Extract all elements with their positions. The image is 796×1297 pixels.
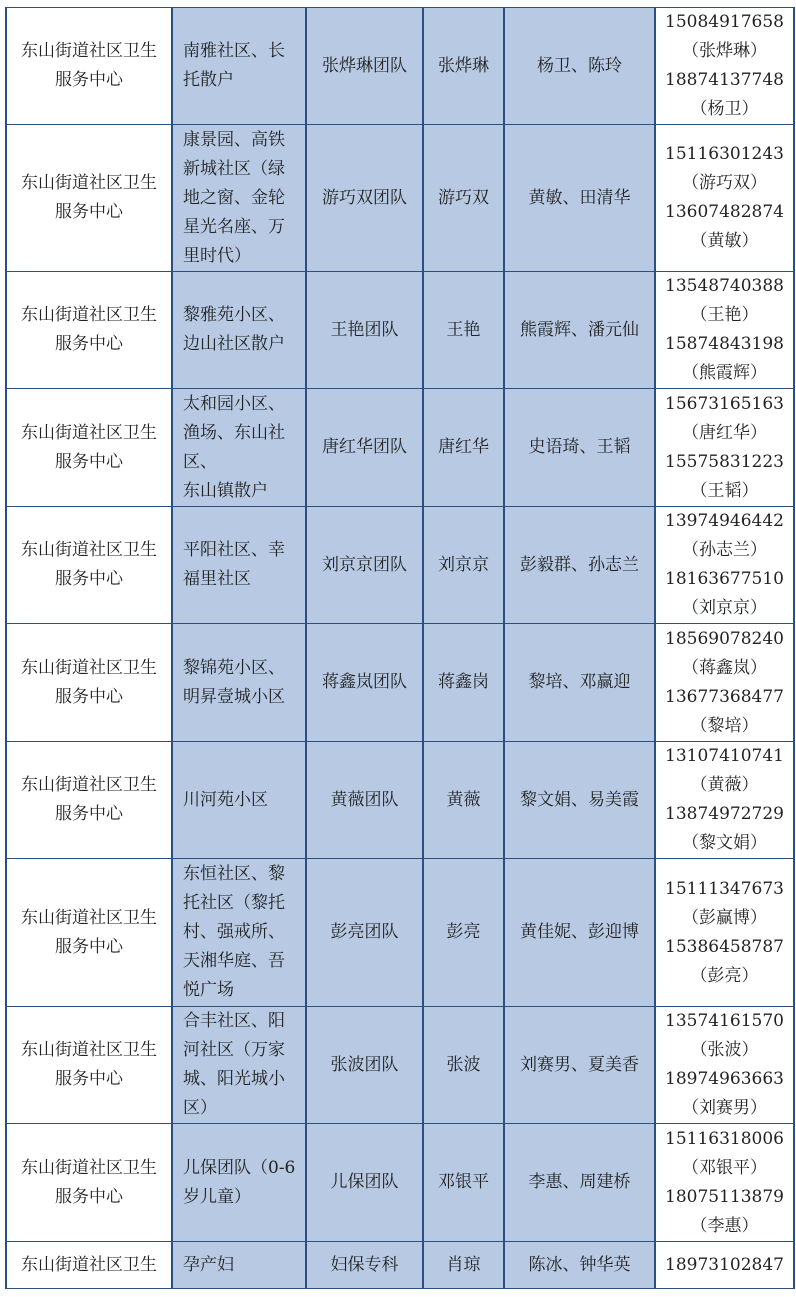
service-area-cell [172,8,306,125]
contact-phone-cell-line: 15874843198 [665,334,784,354]
team-members-cell: 黄佳妮、彭迎博 [504,859,655,1007]
center-cell [6,742,172,859]
team-leader-cell: 唐红华 [423,389,504,507]
team-members-cell: 黎文娟、易美霞 [504,742,655,859]
service-area-cell [172,1242,306,1289]
table-row [6,272,794,389]
service-area-cell-line: 星光名座、万 [183,216,285,237]
contact-phone-cell-line: 13548740388 [665,276,784,296]
service-area-cell-line: 黎锦苑小区、 [183,657,285,678]
contact-phone-cell-line: （刘京京） [682,598,767,618]
team-leader-cell: 蒋鑫岗 [423,624,504,742]
contact-phone-cell [655,1007,794,1124]
contact-phone-cell-line: （黎培） [690,715,759,736]
contact-phone-cell-line: 18874137748 [665,70,784,90]
service-area-cell-line: 东山镇散户 [183,480,268,501]
center-cell-line: 服务中心 [55,569,123,589]
service-area-cell-line: 合丰社区、阳 [183,1011,285,1031]
team-name-cell: 黄薇团队 [306,742,423,859]
team-roster-table [5,7,795,1289]
team-name-cell: 彭亮团队 [306,859,423,1007]
service-area-cell-line: 福里社区 [183,569,251,589]
contact-phone-cell-line: （黄敏） [690,231,759,251]
service-area-cell-line: 岁儿童） [183,1186,251,1207]
center-cell-line: 服务中心 [55,70,123,90]
center-cell-line: 服务中心 [55,936,123,957]
contact-phone-cell [655,859,794,1007]
contact-phone-cell [655,742,794,859]
center-cell-line: 东山街道社区卫生 [21,775,157,795]
team-leader-cell: 彭亮 [423,859,504,1007]
center-cell [6,859,172,1007]
contact-phone-cell-line: 18974963663 [665,1069,784,1089]
service-area-cell-line: 天湘华庭、吾 [183,951,285,971]
service-area-cell-line: 康景园、高铁 [183,129,285,150]
team-name-cell: 蒋鑫岚团队 [306,624,423,742]
center-cell-line: 服务中心 [55,1069,123,1089]
contact-phone-cell-line: （杨卫） [690,99,759,119]
service-area-cell-line: 边山社区散户 [183,334,285,354]
contact-phone-cell-line: （唐红华） [682,422,767,443]
service-area-cell-line: 黎雅苑小区、 [183,305,285,325]
center-cell [6,272,172,389]
team-members-cell: 陈冰、钟华英 [504,1242,655,1289]
service-area-cell [172,1124,306,1242]
contact-phone-cell-line: 15116318006 [665,1128,784,1149]
team-leader-cell: 王艳 [423,272,504,389]
team-leader-cell: 黄薇 [423,742,504,859]
center-cell [6,125,172,272]
center-cell [6,507,172,624]
table-row [6,125,794,272]
contact-phone-cell-line: （张烨琳） [682,41,767,61]
service-area-cell [172,624,306,742]
contact-phone-cell-line: 13574161570 [665,1011,784,1031]
contact-phone-cell [655,389,794,507]
service-area-cell [172,507,306,624]
team-name-cell: 王艳团队 [306,272,423,389]
service-area-cell-line: 南雅社区、长 [183,41,285,61]
service-area-cell [172,859,306,1007]
center-cell-line: 东山街道社区卫生 [21,657,157,678]
table-row [6,8,794,125]
table-row [6,859,794,1007]
contact-phone-cell [655,1124,794,1242]
table-row [6,742,794,859]
contact-phone-cell-line: （黎文娟） [682,833,767,853]
center-cell [6,1242,172,1289]
table-row [6,1007,794,1124]
contact-phone-cell-line: （孙志兰） [682,540,767,560]
contact-phone-cell-line: （邓银平） [682,1157,767,1178]
team-members-cell: 史语琦、王韬 [504,389,655,507]
contact-phone-cell-line: 15111347673 [665,878,784,899]
team-members-cell: 杨卫、陈玲 [504,8,655,125]
service-area-cell-line: 里时代） [183,245,251,266]
contact-phone-cell-line: 13607482874 [665,202,784,222]
table-row [6,507,794,624]
contact-phone-cell-line: 15386458787 [665,936,784,957]
team-name-cell: 妇保专科 [306,1242,423,1289]
service-area-cell [172,1007,306,1124]
center-cell [6,8,172,125]
table-row [6,624,794,742]
team-leader-cell: 张烨琳 [423,8,504,125]
center-cell-line: 服务中心 [55,804,123,824]
team-name-cell: 张烨琳团队 [306,8,423,125]
contact-phone-cell-line: 18569078240 [665,628,784,649]
service-area-cell-line: 新城社区（绿 [183,158,285,179]
center-cell-line: 东山街道社区卫生 [21,41,157,61]
contact-phone-cell-line: 15084917658 [665,12,784,32]
contact-phone-cell-line: （张波） [690,1040,759,1060]
service-area-cell-line: 地之窗、金轮 [183,187,285,208]
contact-phone-cell-line: 18075113879 [665,1186,784,1207]
service-area-cell-line: 平阳社区、幸 [183,540,285,560]
team-name-cell: 儿保团队 [306,1124,423,1242]
center-cell-line: 服务中心 [55,686,123,707]
team-members-cell: 黄敏、田清华 [504,125,655,272]
service-area-cell-line: 儿保团队（0-6 [183,1157,296,1178]
center-cell-line: 东山街道社区卫生 [21,1254,157,1275]
service-area-cell-line: 川河苑小区 [183,789,268,810]
table-row [6,389,794,507]
contact-phone-cell [655,624,794,742]
center-cell [6,389,172,507]
service-area-cell-line: 托社区（黎托 [183,893,285,913]
contact-phone-cell-line: （彭赢博） [682,907,767,928]
service-area-cell-line: 太和园小区、 [183,393,285,414]
service-area-cell-line: 城、阳光城小 [183,1069,285,1089]
table-row [6,1124,794,1242]
contact-phone-cell-line: 13874972729 [665,804,784,824]
contact-phone-cell-line: （王韬） [690,480,759,501]
contact-phone-cell-line: （李惠） [690,1215,759,1236]
service-area-cell-line: 村、强戒所、 [183,922,285,942]
service-area-cell-line: 悦广场 [183,980,234,1000]
team-leader-cell: 肖琼 [423,1242,504,1289]
center-cell-line: 服务中心 [55,334,123,354]
contact-phone-cell-line: （熊霞辉） [682,363,767,383]
center-cell [6,1124,172,1242]
contact-phone-cell-line: 15673165163 [665,393,784,414]
contact-phone-cell-line: （刘赛男） [682,1098,767,1118]
contact-phone-cell-line: 18163677510 [665,569,784,589]
contact-phone-cell-line: 13974946442 [665,511,784,531]
center-cell-line: 东山街道社区卫生 [21,1040,157,1060]
service-area-cell-line: 孕产妇 [183,1254,234,1275]
roster-body [6,8,794,1289]
contact-phone-cell [655,272,794,389]
service-area-cell [172,389,306,507]
contact-phone-cell-line: （王艳） [690,305,759,325]
team-leader-cell: 刘京京 [423,507,504,624]
service-area-cell-line: 明昇壹城小区 [183,686,285,707]
contact-phone-cell-line: 15575831223 [665,451,784,472]
team-leader-cell: 张波 [423,1007,504,1124]
team-members-cell: 刘赛男、夏美香 [504,1007,655,1124]
center-cell-line: 东山街道社区卫生 [21,1157,157,1178]
team-name-cell: 张波团队 [306,1007,423,1124]
center-cell-line: 东山街道社区卫生 [21,173,157,193]
center-cell-line: 服务中心 [55,451,123,472]
table-row [6,1242,794,1289]
contact-phone-cell-line: 15116301243 [665,144,784,164]
service-area-cell-line: 区） [183,1098,217,1118]
center-cell-line: 东山街道社区卫生 [21,422,157,443]
center-cell [6,624,172,742]
contact-phone-cell-line: （彭亮） [690,965,759,986]
team-name-cell: 游巧双团队 [306,125,423,272]
service-area-cell [172,742,306,859]
team-name-cell: 刘京京团队 [306,507,423,624]
service-area-cell-line: 河社区（万家 [183,1040,285,1060]
service-area-cell-line: 东恒社区、黎 [183,864,285,884]
team-name-cell: 唐红华团队 [306,389,423,507]
service-area-cell-line: 托散户 [183,70,234,90]
contact-phone-cell-line: （黄薇） [690,775,759,795]
contact-phone-cell-line: （游巧双） [682,173,767,193]
team-members-cell: 李惠、周建桥 [504,1124,655,1242]
service-area-cell-line: 渔场、东山社 [183,422,285,443]
team-members-cell: 熊霞辉、潘元仙 [504,272,655,389]
center-cell-line: 东山街道社区卫生 [21,540,157,560]
service-area-cell-line: 区、 [183,451,217,472]
service-area-cell [172,272,306,389]
contact-phone-cell-line: （蒋鑫岚） [682,657,767,678]
team-leader-cell: 邓银平 [423,1124,504,1242]
center-cell-line: 服务中心 [55,202,123,222]
service-area-cell [172,125,306,272]
contact-phone-cell-line: 13107410741 [665,746,784,766]
team-members-cell: 黎培、邓赢迎 [504,624,655,742]
team-members-cell: 彭毅群、孙志兰 [504,507,655,624]
contact-phone-cell [655,507,794,624]
center-cell-line: 东山街道社区卫生 [21,305,157,325]
contact-phone-cell-line: 18973102847 [665,1254,784,1275]
center-cell [6,1007,172,1124]
contact-phone-cell-line: 13677368477 [665,686,784,707]
contact-phone-cell [655,1242,794,1289]
center-cell-line: 东山街道社区卫生 [21,907,157,928]
team-leader-cell: 游巧双 [423,125,504,272]
contact-phone-cell [655,8,794,125]
contact-phone-cell [655,125,794,272]
center-cell-line: 服务中心 [55,1186,123,1207]
